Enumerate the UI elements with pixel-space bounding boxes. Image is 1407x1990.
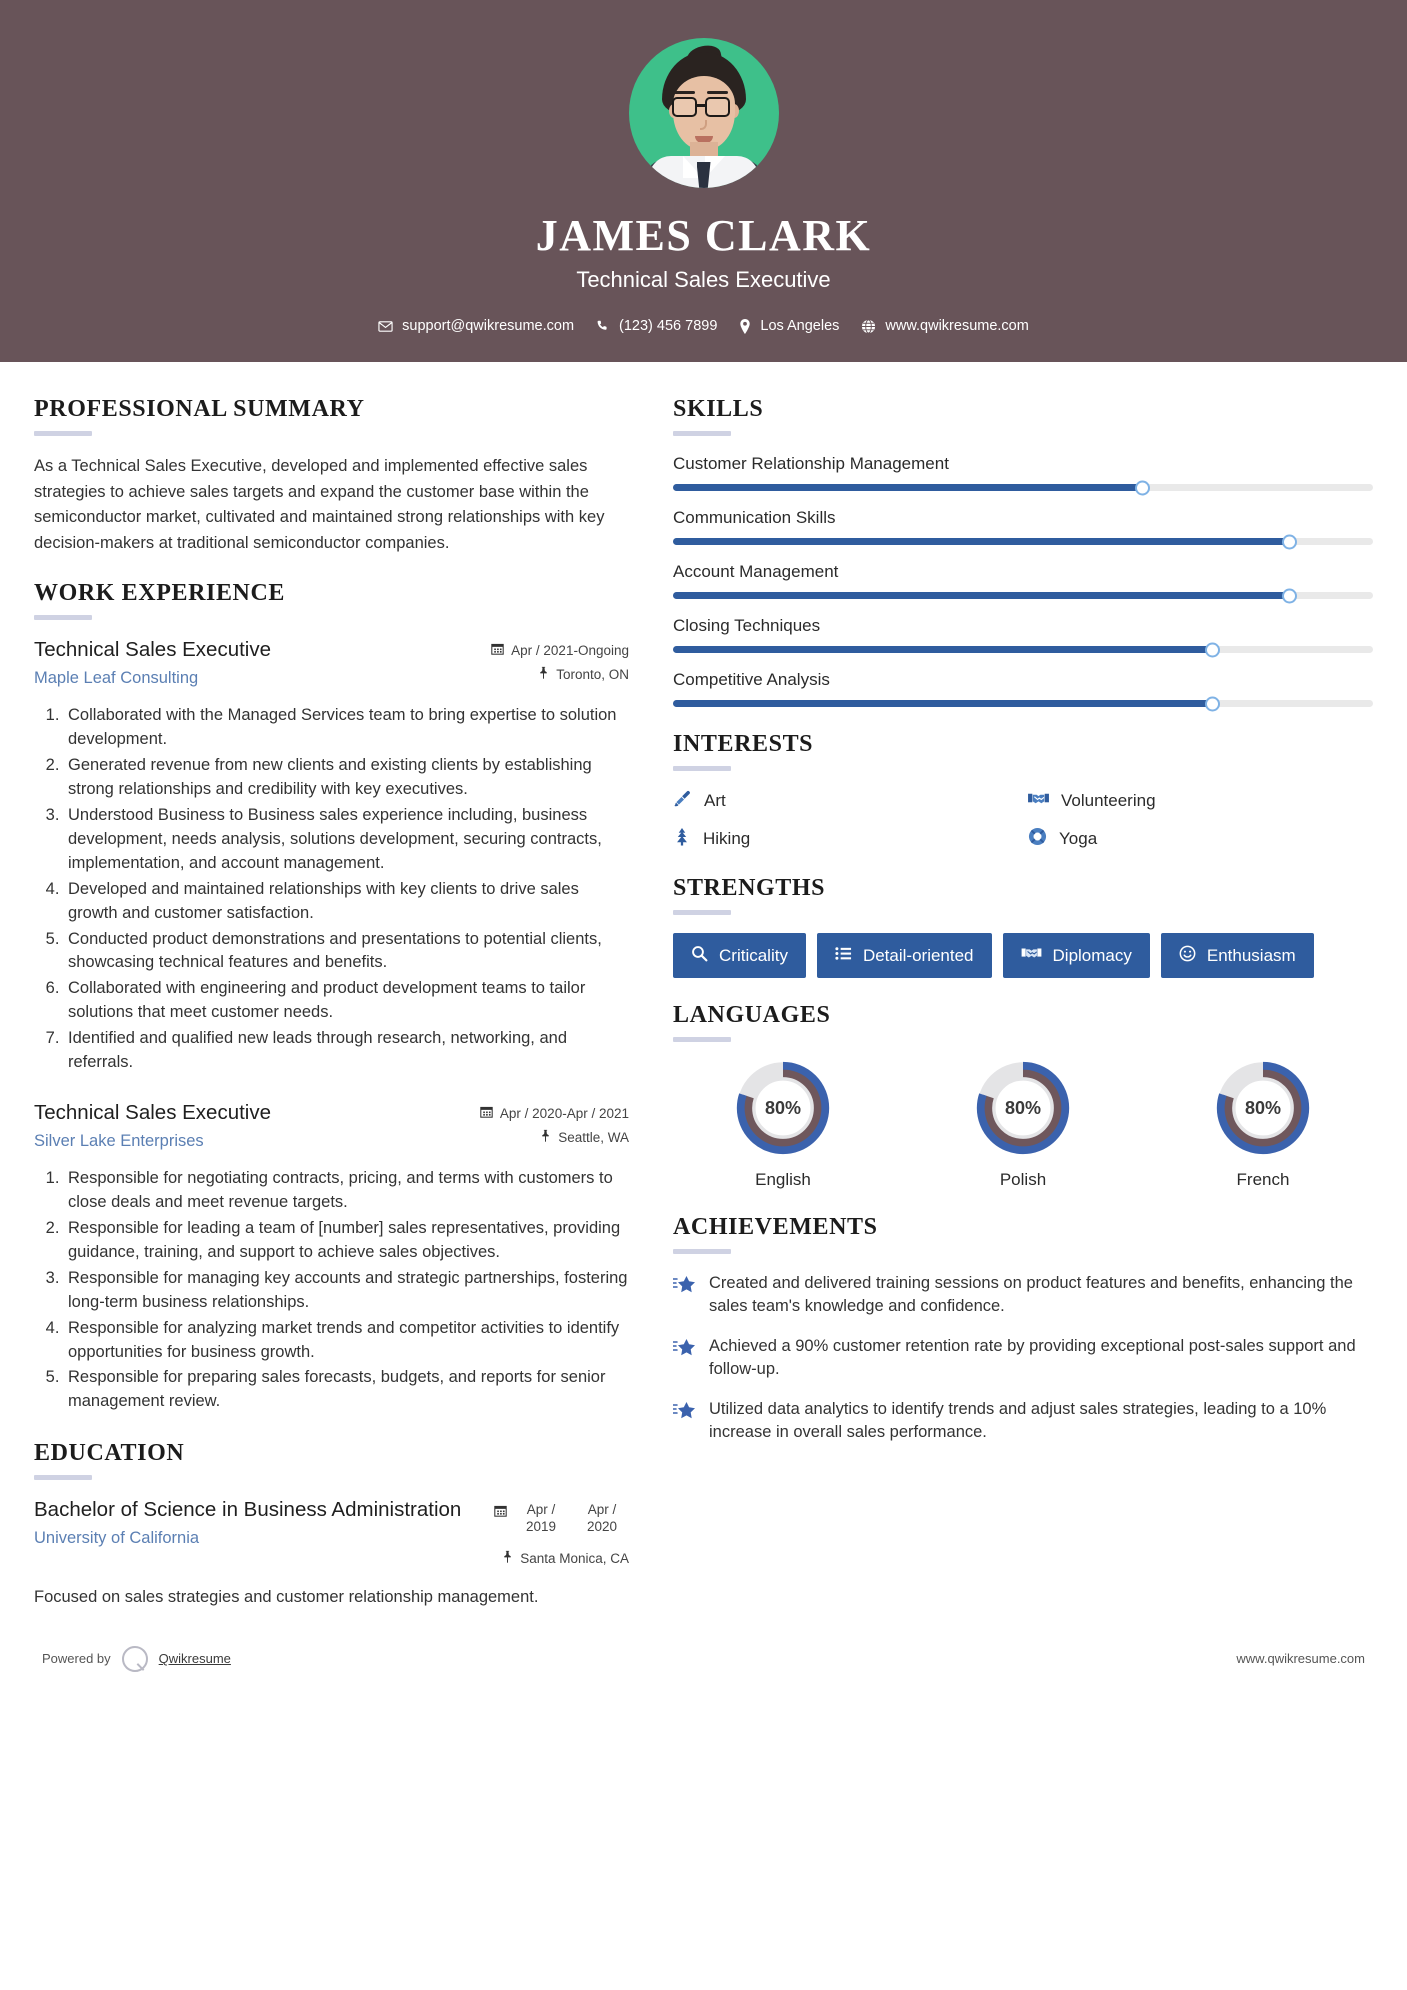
skill-item [673,616,1373,653]
contact-phone[interactable] [590,318,723,334]
skill-knob[interactable] [1282,588,1297,603]
skill-slider[interactable] [673,484,1373,491]
pin-icon [538,666,549,682]
work-bullet: 2. Responsible for leading a team of [number] sales representatives, providing guidance, training, and support to achieve sales objectives. [64,1217,629,1265]
section-education [34,1440,629,1610]
achievement-item [673,1335,1373,1382]
work-bullet: 7. Identified and qualified new leads through research, networking, and referrals. [64,1027,629,1075]
skill-fill [673,538,1289,545]
work-location-text: Seattle, WA [558,1129,629,1145]
contact-website[interactable] [855,318,1034,334]
interest-item [1028,827,1373,851]
section-languages [673,1002,1373,1190]
list-icon [835,945,852,967]
strength-label: Criticality [719,945,788,965]
skill-slider[interactable] [673,538,1373,545]
contact-location[interactable] [733,318,845,334]
tree-icon [673,827,691,851]
work-location-text: Toronto, ON [556,666,629,682]
section-heading: WORK EXPERIENCE [34,580,286,607]
section-heading: PROFESSIONAL SUMMARY [34,396,365,422]
section-divider [673,910,731,915]
language-percent: 80% [764,1097,802,1118]
profile-photo [629,38,779,188]
summary-text: As a Technical Sales Executive, developed and implemented effective sales strategies to achieve sales targets and expand the customer base within the semiconductor market, cultivated and maintained strong relationships with key decision-makers at traditional semiconductor companies. [34,457,605,552]
work-dates [491,642,629,658]
work-role: Technical Sales Executive [34,638,272,662]
strength-label: Diplomacy [1052,945,1132,965]
skill-fill [673,646,1212,653]
email-icon [378,319,393,334]
work-bullet: 6. Collaborated with engineering and product development teams to tailor solutions that meet customer needs. [64,977,629,1025]
calendar-icon [494,1502,507,1522]
star-icon [673,1398,695,1426]
strength-badge[interactable] [817,933,992,978]
candidate-name: JAMES CLARK [535,211,872,260]
education-school[interactable]: University of California [34,1528,200,1547]
skill-label: Communication Skills [673,508,836,527]
skill-knob[interactable] [1205,642,1220,657]
section-heading: STRENGTHS [673,875,826,901]
contact-bar [0,318,1407,334]
language-percent: 80% [1244,1097,1282,1118]
achievement-item [673,1398,1373,1445]
calendar-icon [480,1105,493,1121]
interest-label: Art [704,791,726,810]
skill-knob[interactable] [1282,534,1297,549]
skill-fill [673,700,1212,707]
contact-website-text: www.qwikresume.com [885,318,1029,334]
language-label: Polish [999,1170,1047,1189]
work-bullet: 5. Conducted product demonstrations and presentations to potential clients, showcasing technical features and benefits. [64,928,629,976]
interest-item [1028,789,1373,813]
achievement-item [673,1272,1373,1319]
work-organization[interactable]: Maple Leaf Consulting [34,668,199,687]
skill-item [673,508,1373,545]
left-column [34,396,629,1636]
skill-label: Customer Relationship Management [673,454,949,473]
footer-website: www.qwikresume.com [1236,1651,1365,1667]
section-heading: ACHIEVEMENTS [673,1214,878,1240]
language-donut-chart [735,1060,831,1156]
globe-icon [861,319,876,334]
section-heading: LANGUAGES [673,1002,831,1028]
interest-item [673,827,1018,851]
phone-icon [596,319,610,333]
work-role: Technical Sales Executive [34,1101,272,1125]
section-heading: SKILLS [673,396,764,422]
star-icon [673,1272,695,1300]
language-item [1153,1060,1373,1190]
contact-location-text: Los Angeles [760,318,840,334]
section-interests [673,731,1373,851]
skill-label: Closing Techniques [673,616,821,635]
skill-slider[interactable] [673,592,1373,599]
skill-knob[interactable] [1135,480,1150,495]
skill-knob[interactable] [1205,696,1220,711]
skill-label: Competitive Analysis [673,670,830,689]
education-description: Focused on sales strategies and customer relationship management. [34,1588,539,1607]
resume-header [0,0,1407,362]
work-bullet: 5. Responsible for preparing sales forecasts, budgets, and reports for senior management review. [64,1366,629,1414]
skill-fill [673,484,1142,491]
handshake-icon [1021,944,1042,967]
language-item [913,1060,1133,1190]
work-location [480,1129,629,1145]
section-heading: INTERESTS [673,731,814,757]
calendar-icon [491,642,504,658]
skill-item [673,454,1373,491]
skill-slider[interactable] [673,646,1373,653]
smiley-icon [1179,945,1196,967]
work-bullet-list [34,704,629,1075]
section-divider [34,431,92,436]
section-heading: EDUCATION [34,1440,185,1467]
strength-badge[interactable] [1003,933,1150,978]
magnifier-icon [691,945,708,967]
qwikresume-link[interactable]: Qwikresume [158,1651,231,1667]
work-bullet: 1. Collaborated with the Managed Services team to bring expertise to solution development. [64,704,629,752]
education-date-start: Apr / 2019 [525,1502,557,1535]
paintbrush-icon [673,789,692,813]
star-icon [673,1335,695,1363]
language-label: French [1236,1170,1290,1189]
education-entry [34,1498,629,1610]
achievement-text: Utilized data analytics to identify trends and adjust sales strategies, leading to a 10% increase in overall sales performance. [709,1399,1327,1442]
section-achievements [673,1214,1373,1445]
section-skills [673,396,1373,707]
section-divider [673,1249,731,1254]
pin-icon [502,1550,513,1566]
achievement-text: Achieved a 90% customer retention rate by providing exceptional post-sales support and follow-up. [709,1336,1356,1379]
lifebuoy-icon [1028,827,1047,851]
section-strengths [673,875,1373,978]
work-bullet-list [34,1167,629,1414]
section-divider [34,1475,92,1480]
handshake-icon [1028,789,1049,813]
skill-item [673,670,1373,707]
skill-label: Account Management [673,562,839,581]
language-label: English [755,1170,811,1189]
location-icon [739,319,751,334]
interest-label: Volunteering [1061,791,1156,810]
language-percent: 80% [1004,1097,1042,1118]
work-bullet: 3. Responsible for managing key accounts and strategic partnerships, fostering long-term business relationships. [64,1267,629,1315]
section-divider [673,431,731,436]
education-degree: Bachelor of Science in Business Administration [34,1498,462,1522]
interest-label: Hiking [703,829,751,848]
candidate-job-title: Technical Sales Executive [576,267,831,292]
work-bullet: 4. Developed and maintained relationships with key clients to drive sales growth and customer satisfaction. [64,878,629,926]
work-bullet: 4. Responsible for analyzing market trends and competitor activities to identify opportunities for business growth. [64,1317,629,1365]
strength-label: Detail-oriented [862,945,974,965]
section-divider [34,615,92,620]
strength-badge[interactable] [1161,933,1314,978]
work-dates-text: Apr / 2020-Apr / 2021 [499,1105,629,1121]
work-bullet: 3. Understood Business to Business sales experience including, business development, needs analysis, solutions development, securing contracts, implementation, and account management. [64,804,629,876]
education-dates [494,1502,629,1536]
work-organization[interactable]: Silver Lake Enterprises [34,1131,204,1150]
contact-email-text: support@qwikresume.com [402,318,575,334]
qwikresume-logo-icon [122,1646,148,1672]
work-dates [480,1105,629,1121]
education-date-end: Apr / 2020 [586,1502,618,1535]
section-professional-summary [34,396,629,556]
language-item [673,1060,893,1190]
resume-footer [0,1636,1407,1694]
education-location [494,1550,629,1566]
section-work-experience [34,580,629,1414]
right-column [673,396,1373,1469]
language-donut-chart [1215,1060,1311,1156]
section-divider [673,1037,731,1042]
contact-phone-text: (123) 456 7899 [619,318,718,334]
skill-fill [673,592,1289,599]
work-bullet: 1. Responsible for negotiating contracts, pricing, and terms with customers to close deals and meet revenue targets. [64,1167,629,1215]
contact-email[interactable] [372,318,580,334]
work-entry [34,638,629,1075]
skill-slider[interactable] [673,700,1373,707]
achievement-text: Created and delivered training sessions on product features and benefits, enhancing the sales team's knowledge and confidence. [709,1274,1353,1316]
work-location [491,666,629,682]
strength-badge[interactable] [673,933,806,978]
education-location-text: Santa Monica, CA [520,1550,629,1566]
powered-by-label: Powered by [42,1651,111,1667]
work-bullet: 2. Generated revenue from new clients and existing clients by establishing strong relationships and credibility with key executives. [64,754,629,802]
interest-label: Yoga [1059,829,1098,848]
work-entry [34,1101,629,1414]
skill-item [673,562,1373,599]
section-divider [673,766,731,771]
work-dates-text: Apr / 2021-Ongoing [511,642,629,658]
pin-icon [540,1129,551,1145]
strength-label: Enthusiasm [1206,945,1296,965]
language-donut-chart [975,1060,1071,1156]
interest-item [673,789,1018,813]
resume-body [0,362,1407,1636]
